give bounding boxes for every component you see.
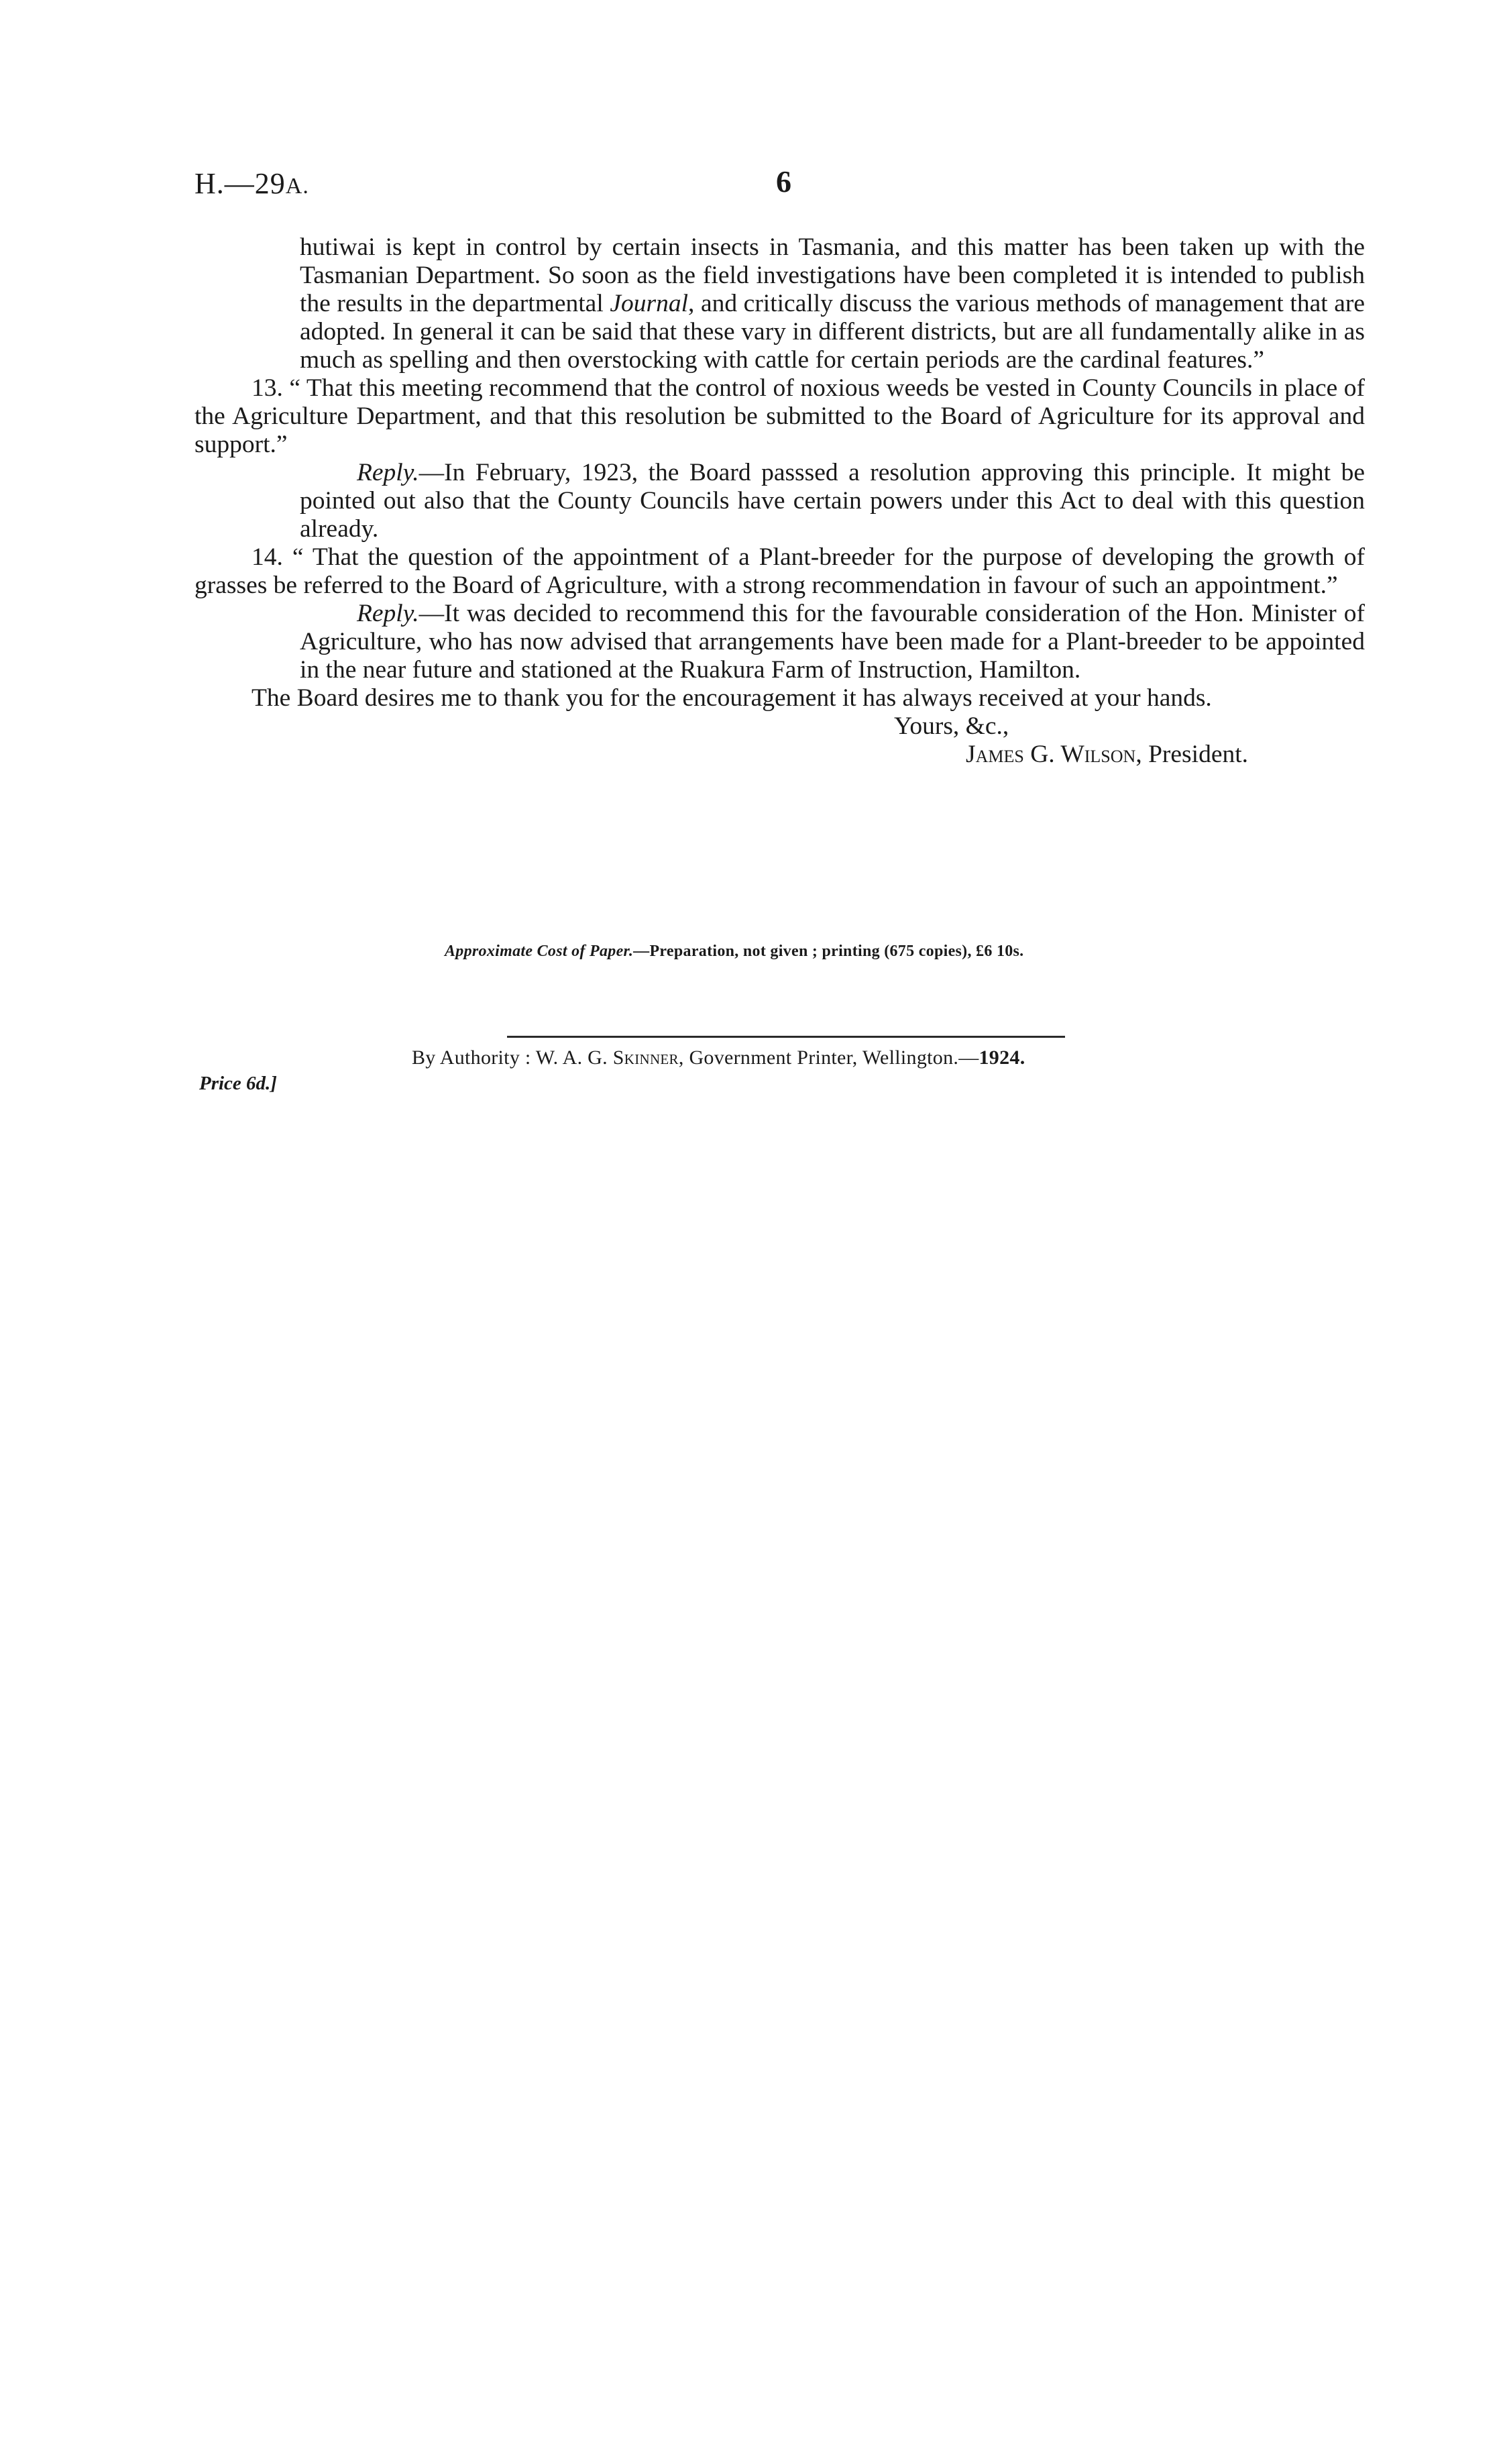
letter-body (194, 233, 1365, 769)
reply-13 (300, 459, 1365, 543)
authority-prefix: By Authority : W. A. G. (412, 1047, 613, 1069)
reply-14 (300, 600, 1365, 684)
paragraph-hutiwai (300, 233, 1365, 374)
authority-middle: , Government Printer, Wellington.— (678, 1047, 979, 1069)
journal-title: Journal (610, 290, 688, 317)
closing-sentence: The Board desires me to thank you for the encouragement it has always received at your hands. (252, 684, 1212, 712)
valediction: Yours, &c., (894, 712, 1009, 740)
cost-of-paper (445, 943, 1024, 961)
footer-rule (507, 1036, 1065, 1038)
cost-text: —Preparation, not given ; printing (675 copies), £6 10s. (633, 943, 1024, 960)
paper-reference (194, 166, 309, 201)
paper-reference-main: H.—29 (194, 167, 286, 200)
page-number: 6 (776, 164, 791, 199)
paper-reference-suffix: A. (285, 174, 309, 199)
reply-13-label: Reply. (357, 459, 419, 486)
imprint-year: 1924. (979, 1047, 1025, 1069)
reply-14-label: Reply. (357, 600, 419, 627)
reply-14-text: —It was decided to recommend this for the favourable consideration of the Hon. Minister of Agriculture, who has now advised that arrangements have been made for a Plant-breeder to be appointed in the near future and stationed at the Ruakura Farm of Instruction, Hamilton. (300, 600, 1365, 684)
paragraph-hutiwai-part2: , and critically discuss the various methods of management that are adopted. In general it can be said that these vary in different districts, but are all fundamentally alike in as much as spelling and then overstocking with cattle for certain periods are the cardinal features.” (300, 290, 1365, 374)
printer-imprint (412, 1047, 1025, 1069)
signature-name: James G. Wilson (966, 741, 1136, 768)
signature-title: , President. (1135, 741, 1249, 768)
price-note: Price 6d.] (199, 1073, 277, 1094)
resolution-13: 13. “ That this meeting recommend that the control of noxious weeds be vested in County Councils in place of the Agriculture Department, and that this resolution be submitted to the Board of Agriculture for its approval and support.” (194, 374, 1365, 458)
signature (966, 741, 1365, 769)
printer-name: Skinner (612, 1047, 679, 1069)
reply-13-text: —In February, 1923, the Board passsed a resolution approving this principle. It might be pointed out also that the County Councils have certain powers under this Act to deal with this question already. (300, 459, 1365, 543)
resolution-14: 14. “ That the question of the appointment of a Plant-breeder for the purpose of developing the growth of grasses be referred to the Board of Agriculture, with a strong recommendation in favour of such an appointment.” (194, 543, 1365, 599)
cost-label: Approximate Cost of Paper. (445, 943, 634, 960)
paragraph-hutiwai-part1: hutiwai is kept in control by certain insects in Tasmania, and this matter has been taken up with the Tasmanian Department. So soon as the field investigations have been completed it is intended to publish the results in the departmental (300, 233, 1365, 317)
